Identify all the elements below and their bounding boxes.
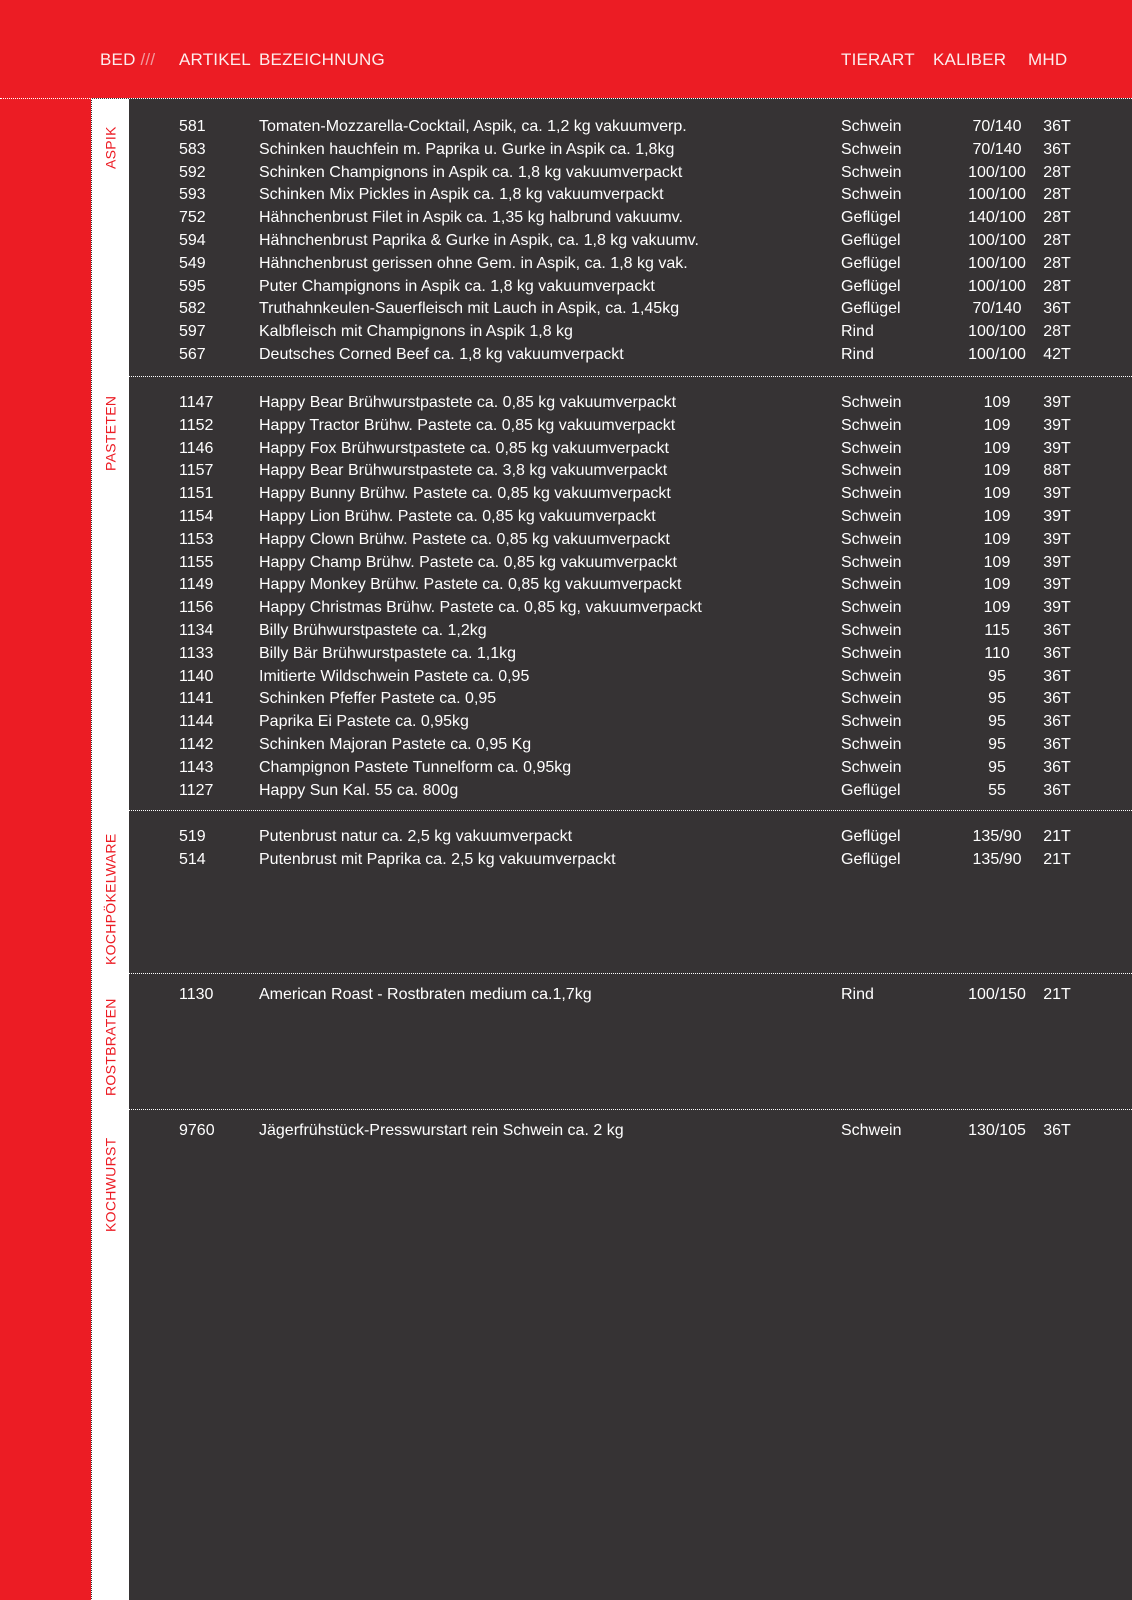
article-number: 1156 <box>179 599 214 617</box>
best-before: 28T <box>1043 163 1071 181</box>
best-before: 39T <box>1043 530 1071 548</box>
description: Deutsches Corned Beef ca. 1,8 kg vakuumverpackt <box>259 346 624 363</box>
article-number: 1154 <box>179 508 214 525</box>
header-kaliber: KALIBER <box>933 50 1007 69</box>
best-before: 36T <box>1043 1122 1071 1139</box>
article-number: 581 <box>179 118 206 135</box>
article-number: 1152 <box>179 416 214 434</box>
article-number: 595 <box>179 277 206 295</box>
article-number: 514 <box>179 850 206 868</box>
caliber: 135/90 <box>972 850 1022 868</box>
article-number: 594 <box>179 232 206 249</box>
caliber: 100/100 <box>968 346 1026 363</box>
description: Puter Champignons in Aspik ca. 1,8 kg vakuumverpackt <box>259 277 655 295</box>
best-before: 39T <box>1043 439 1071 457</box>
description: Imitierte Wildschwein Pastete ca. 0,95 <box>259 667 530 685</box>
animal-type: Geflügel <box>841 232 901 249</box>
best-before: 42T <box>1043 346 1071 363</box>
description: Kalbfleisch mit Champignons in Aspik 1,8 kg <box>259 323 573 341</box>
animal-type: Schwein <box>841 530 902 548</box>
description: Jägerfrühstück-Presswurstart rein Schwein ca. 2 kg <box>259 1122 624 1139</box>
caliber: 100/100 <box>968 323 1026 341</box>
caliber: 109 <box>983 462 1011 480</box>
article-number: 1151 <box>179 485 214 503</box>
caliber: 109 <box>983 485 1011 503</box>
description: Happy Fox Brühwurstpastete ca. 0,85 kg vakuumverpackt <box>259 439 669 457</box>
caliber: 109 <box>983 508 1011 525</box>
best-before: 36T <box>1043 758 1071 776</box>
caliber: 135/90 <box>972 828 1022 845</box>
description: Putenbrust natur ca. 2,5 kg vakuumverpackt <box>259 828 573 845</box>
caliber: 70/140 <box>972 118 1022 135</box>
article-number: 1141 <box>179 690 214 708</box>
caliber: 110 <box>984 644 1010 662</box>
animal-type: Geflügel <box>841 254 901 272</box>
description: Schinken Pfeffer Pastete ca. 0,95 <box>259 690 497 708</box>
article-number: 1130 <box>179 986 214 1003</box>
best-before: 39T <box>1043 599 1071 617</box>
header-artikel: ARTIKEL <box>179 50 251 69</box>
article-number: 1140 <box>179 667 214 685</box>
description: Hähnchenbrust Paprika & Gurke in Aspik, ca. 1,8 kg vakuumv. <box>259 232 699 249</box>
section-label: KOCHWURST <box>102 1137 119 1232</box>
animal-type: Geflügel <box>841 209 901 227</box>
caliber: 109 <box>983 394 1011 411</box>
best-before: 36T <box>1043 781 1071 799</box>
animal-type: Geflügel <box>841 850 901 868</box>
caliber: 100/150 <box>968 986 1026 1003</box>
article-number: 1149 <box>179 576 214 594</box>
section-label: ASPIK <box>102 126 119 169</box>
best-before: 28T <box>1043 254 1071 272</box>
header-bezeichnung: BEZEICHNUNG <box>259 50 385 69</box>
article-number: 549 <box>179 254 206 272</box>
article-number: 1155 <box>179 553 214 571</box>
description: Happy Clown Brühw. Pastete ca. 0,85 kg vakuumverpackt <box>259 530 670 548</box>
best-before: 36T <box>1043 140 1071 158</box>
caliber: 109 <box>983 416 1011 434</box>
header-bed: BED /// <box>100 50 156 69</box>
animal-type: Schwein <box>841 485 902 503</box>
header-tierart: TIERART <box>841 50 915 69</box>
best-before: 39T <box>1043 485 1071 503</box>
animal-type: Schwein <box>841 508 902 525</box>
best-before: 36T <box>1043 713 1071 731</box>
best-before: 36T <box>1043 300 1071 318</box>
description: American Roast - Rostbraten medium ca.1,7kg <box>259 986 592 1003</box>
animal-type: Schwein <box>841 140 902 158</box>
animal-type: Schwein <box>841 118 902 135</box>
animal-type: Schwein <box>841 186 902 204</box>
description: Paprika Ei Pastete ca. 0,95kg <box>259 713 469 731</box>
description: Putenbrust mit Paprika ca. 2,5 kg vakuumverpackt <box>259 850 616 868</box>
best-before: 36T <box>1043 667 1071 685</box>
article-number: 593 <box>179 186 206 204</box>
animal-type: Schwein <box>841 394 902 411</box>
description: Schinken Majoran Pastete ca. 0,95 Kg <box>259 736 532 753</box>
best-before: 88T <box>1043 462 1071 480</box>
section-pasteten <box>92 377 1132 811</box>
best-before: 28T <box>1043 323 1071 341</box>
description: Hähnchenbrust gerissen ohne Gem. in Aspik, ca. 1,8 kg vak. <box>259 254 688 272</box>
caliber: 109 <box>983 576 1011 594</box>
best-before: 39T <box>1043 416 1071 434</box>
article-number: 583 <box>179 140 206 158</box>
best-before: 39T <box>1043 394 1071 411</box>
description: Truthahnkeulen-Sauerfleisch mit Lauch in Aspik, ca. 1,45kg <box>259 300 680 318</box>
animal-type: Schwein <box>841 667 902 685</box>
animal-type: Schwein <box>841 690 902 708</box>
header-slashes: /// <box>140 50 156 69</box>
animal-type: Geflügel <box>841 781 901 799</box>
description: Happy Bunny Brühw. Pastete ca. 0,85 kg vakuumverpackt <box>259 485 671 503</box>
section-label: PASTETEN <box>102 395 119 471</box>
caliber: 100/100 <box>968 232 1026 249</box>
animal-type: Rind <box>841 346 874 363</box>
animal-type: Geflügel <box>841 828 901 845</box>
article-number: 752 <box>179 209 206 227</box>
caliber: 100/100 <box>968 163 1026 181</box>
animal-type: Schwein <box>841 622 902 639</box>
caliber: 95 <box>988 758 1006 776</box>
caliber: 109 <box>983 439 1011 457</box>
animal-type: Rind <box>841 323 874 341</box>
article-number: 1134 <box>179 622 214 639</box>
article-number: 592 <box>179 163 206 181</box>
article-number: 9760 <box>179 1122 215 1139</box>
animal-type: Schwein <box>841 644 902 662</box>
description: Happy Bear Brühwurstpastete ca. 3,8 kg vakuumverpackt <box>259 462 668 480</box>
animal-type: Schwein <box>841 439 902 457</box>
animal-type: Schwein <box>841 713 902 731</box>
article-number: 1157 <box>179 462 214 480</box>
best-before: 21T <box>1043 828 1071 845</box>
caliber: 95 <box>988 736 1006 753</box>
animal-type: Schwein <box>841 416 902 434</box>
left-red-band <box>0 0 91 1600</box>
section-label: KOCHPÖKELWARE <box>102 833 119 965</box>
article-number: 1144 <box>179 713 214 731</box>
best-before: 39T <box>1043 576 1071 594</box>
caliber: 95 <box>988 713 1006 731</box>
caliber: 70/140 <box>972 140 1022 158</box>
description: Happy Christmas Brühw. Pastete ca. 0,85 kg, vakuumverpackt <box>259 599 702 617</box>
description: Happy Sun Kal. 55 ca. 800g <box>259 781 459 799</box>
animal-type: Schwein <box>841 758 902 776</box>
animal-type: Geflügel <box>841 277 901 295</box>
best-before: 21T <box>1043 986 1071 1003</box>
caliber: 109 <box>983 599 1011 617</box>
description: Hähnchenbrust Filet in Aspik ca. 1,35 kg halbrund vakuumv. <box>259 209 683 227</box>
article-number: 1147 <box>179 394 214 411</box>
description: Happy Lion Brühw. Pastete ca. 0,85 kg vakuumverpackt <box>259 508 656 525</box>
animal-type: Schwein <box>841 736 902 753</box>
animal-type: Schwein <box>841 1122 902 1139</box>
animal-type: Schwein <box>841 576 902 594</box>
best-before: 36T <box>1043 622 1071 639</box>
caliber: 115 <box>984 622 1010 639</box>
best-before: 36T <box>1043 690 1071 708</box>
animal-type: Schwein <box>841 553 902 571</box>
animal-type: Schwein <box>841 599 902 617</box>
description: Happy Monkey Brühw. Pastete ca. 0,85 kg vakuumverpackt <box>259 576 682 594</box>
article-number: 1146 <box>179 439 214 457</box>
best-before: 36T <box>1043 644 1071 662</box>
best-before: 36T <box>1043 118 1071 135</box>
header-mhd: MHD <box>1028 50 1068 69</box>
article-number: 1127 <box>179 781 214 799</box>
caliber: 100/100 <box>968 186 1026 204</box>
caliber: 95 <box>988 690 1006 708</box>
table-header <box>0 0 1132 98</box>
section-kochpökelware <box>92 811 1132 974</box>
caliber: 100/100 <box>968 254 1026 272</box>
caliber: 100/100 <box>968 277 1026 295</box>
animal-type: Schwein <box>841 462 902 480</box>
best-before: 28T <box>1043 209 1071 227</box>
description: Happy Champ Brühw. Pastete ca. 0,85 kg vakuumverpackt <box>259 553 677 571</box>
article-number: 1142 <box>179 736 214 753</box>
animal-type: Geflügel <box>841 300 901 318</box>
description: Happy Tractor Brühw. Pastete ca. 0,85 kg vakuumverpackt <box>259 416 676 434</box>
section-kochwurst <box>92 1110 1132 1600</box>
best-before: 28T <box>1043 232 1071 249</box>
animal-type: Schwein <box>841 163 902 181</box>
description: Billy Brühwurstpastete ca. 1,2kg <box>259 622 487 639</box>
article-number: 567 <box>179 346 206 363</box>
best-before: 28T <box>1043 277 1071 295</box>
description: Schinken Champignons in Aspik ca. 1,8 kg vakuumverpackt <box>259 163 683 181</box>
article-number: 597 <box>179 323 206 341</box>
description: Schinken Mix Pickles in Aspik ca. 1,8 kg vakuumverpackt <box>259 186 664 204</box>
best-before: 39T <box>1043 508 1071 525</box>
caliber: 95 <box>988 667 1006 685</box>
section-aspik <box>92 99 1132 377</box>
caliber: 130/105 <box>968 1122 1026 1139</box>
article-number: 1133 <box>179 644 214 662</box>
description: Happy Bear Brühwurstpastete ca. 0,85 kg vakuumverpackt <box>259 394 677 411</box>
caliber: 70/140 <box>972 300 1022 318</box>
article-number: 1143 <box>179 758 214 776</box>
caliber: 55 <box>988 781 1006 799</box>
best-before: 21T <box>1043 850 1071 868</box>
description: Champignon Pastete Tunnelform ca. 0,95kg <box>259 758 572 776</box>
section-label: ROSTBRATEN <box>102 998 119 1096</box>
description: Billy Bär Brühwurstpastete ca. 1,1kg <box>259 644 517 662</box>
description: Schinken hauchfein m. Paprika u. Gurke in Aspik ca. 1,8kg <box>259 140 675 158</box>
section-rostbraten <box>92 974 1132 1110</box>
caliber: 109 <box>983 530 1011 548</box>
best-before: 39T <box>1043 553 1071 571</box>
best-before: 28T <box>1043 186 1071 204</box>
animal-type: Rind <box>841 986 874 1003</box>
best-before: 36T <box>1043 736 1071 753</box>
article-number: 1153 <box>179 530 214 548</box>
caliber: 109 <box>983 553 1011 571</box>
caliber: 140/100 <box>968 209 1026 227</box>
article-number: 519 <box>179 828 206 845</box>
article-number: 582 <box>179 300 206 318</box>
description: Tomaten-Mozzarella-Cocktail, Aspik, ca. 1,2 kg vakuumverp. <box>259 118 687 135</box>
